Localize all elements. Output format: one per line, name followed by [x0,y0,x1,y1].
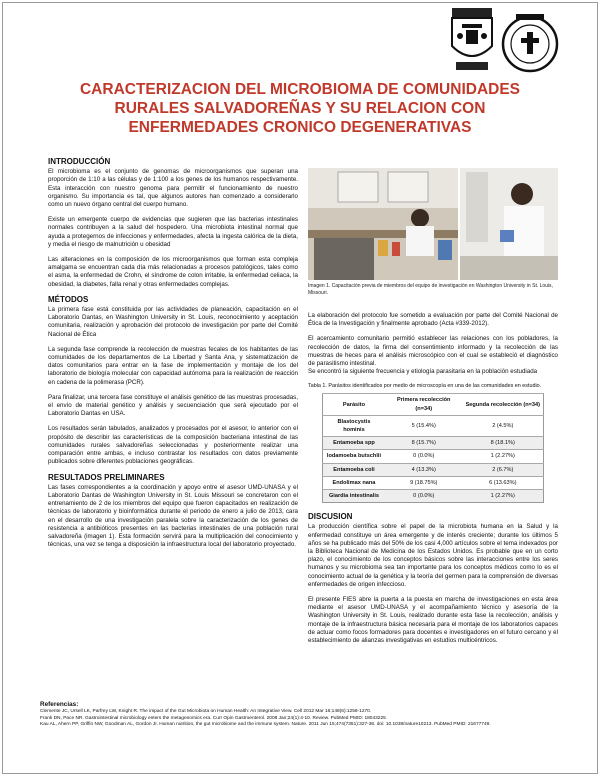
table-cell-parasite: Giardia intestinalis [323,490,385,503]
table-cell: 1 (2.27%) [463,450,544,463]
university-seal-icon [446,6,498,72]
poster-title: CARACTERIZACION DEL MICROBIOMA DE COMUNIDADES RURALES SALVADOREÑAS Y SU RELACION CON ENFERMEDADES CRONICO DEGENERATIVAS [79,81,521,136]
metodos-paragraph-1: La primera fase está constituida por las actividades de planeación, capacitación en el Laboratorio Dantas, en Washington University in St. Louis, reconocimiento y aceptación comunitaria, realización y aprobación del protocolo de investigación por parte del Comité Nacional de Ética [48,306,298,338]
reference-item: Clemente JC, Ursell LK, Parfrey LW, Knight R. The impact of the Gut Microbiota on Human Health: An Integrative View. Cell 2012 Mar 16;148(6):1258-1270. [40,709,372,715]
table-row [323,437,544,450]
table-header-cell: Parásito [323,394,385,415]
resultados-paragraph-1: Las fases correspondientes a la coordinación y apoyo entre el asesor UMD-UNASA y el Laboratorio Dantas de Washington University in St. Louis Missouri se concretaron con el entrenamiento de 2 de los miembros del equipo que fueron capacitados en realización de técnicas de laboratorio y bioinformática durante el periodo de enero a julio de 2013, cara en el desarrollo de una investigación paralela sobre la caracterización de los genes de resistencia a antibióticos presentes en las bacterias intestinales de una población rural salvadoreña (imagen 1). Esta formación servirá para la multiplicación del conocimiento y técnicas, una vez se tenga a disposición la infraestructura local del laboratorio proyectado. [48,483,298,549]
references-heading: Referencias: [40,701,79,708]
resultados-paragraph-3: El acercamiento comunitario permitió establecer las relaciones con los pobladores, la recolección de datos, la firma del consentimiento informado y la recolección de las muestras de heces para el análisis microscópico con el cual se estableció el diagnóstico de parasitismo intestinal. [308,335,558,368]
section-resultados [48,474,298,550]
table-cell: 8 (15.7%) [385,437,463,450]
table-cell: 0 (0.0%) [385,450,463,463]
table-cell: 6 (13.63%) [463,476,544,489]
heading-introduccion: INTRODUCCIÓN [48,157,111,166]
table-cell: 4 (13.3%) [385,463,463,476]
heading-discusion: DISCUSION [308,512,353,522]
table-cell: 5 (15.4%) [385,415,463,436]
discusion-paragraph-2: El presente FIES abre la puerta a la puesta en marcha de investigaciones en esta área mediante el asesor UMD-UNASA y el acompañamiento técnico y asesoría de la Washington University in St. Louis, realizado durante esta fase la recolección, análisis y montaje de la infraestructura básica necesaria para el montaje de los laboratorios capaces de actuar como focos formadores para docentes e investigadores en el futuro cercano y el establecimiento de alianzas investigativas en estudios multicéntricos. [308,596,558,645]
figure-photos [308,168,558,280]
resultados-paragraph-2: La elaboración del protocolo fue sometido a evaluación por parte del Comité Nacional de Ética de la Investigación y finalmente aprobado (Acta #339-2012). [308,312,558,328]
table-row [323,476,544,489]
reference-item: Frank DN, Pace NR. Gastrointestinal microbiology enters the metagenomics era. Curr Opin Gastroenterol. 2008 Jan;24(1):4-10. Review. PubMed PMID: 18043225 [40,715,386,721]
table-row [323,415,544,436]
section-introduccion [48,158,298,289]
table-cell-parasite: Entamoeba coli [323,463,385,476]
intro-paragraph-3: Las alteraciones en la composición de los microorganismos que forman esta compleja amalgama se encuentran cada día más relacionadas a procesos patológicos, tales como el asma, la enfermedad de Crohn, el síndrome de colon irritable, la enfermedad celiaca, la obesidad, la diabetes, falla renal y otras enfermedades complejas. [48,256,298,288]
reference-item: Kau AL, Ahern PP, Griffin NW, Goodman AL, Gordon JI. Human nutrition, the gut microbiome and the immune system. Nature. 2011 Jun 15;474(7351):327-36. doi: 10.1038/nature10213. PubMed PMID: 21677749. [40,722,491,728]
references [40,702,560,729]
lab-photo-2 [460,168,558,280]
intro-paragraph-1: El microbioma es el conjunto de genomas de microorganismos que superan una proporción de 1:10 a las células y de 1:100 a los genes de los humanos respectivamente. Esta interacción con nuestro genoma para permitir el funcionamiento de nuestro organismo. Su importancia es tal, que algunos autores han comenzado a considerarlo como un nuevo órgano central del cuerpo humano. [48,168,298,209]
table-cell-parasite: Entamoeba spp [323,437,385,450]
table-caption: Tabla 1. Parásitos identificados por medio de microscopía en una de las comunidades en estudio. [308,383,542,390]
table-header-cell: Primera recolección (n=34) [385,394,463,415]
metodos-paragraph-4: Los resultados serán tabulados, analizados y procesados por el asesor, lo anterior con el propósito de describir las características de la composición bacteriana intestinal de las comunidades rurales salvadoreñas seleccionadas y posteriormente realizar una comparación entre ambas, e incluso contrastar los resultados con datos previamente publicados sobre diferentes poblaciones geográficas. [48,425,298,466]
left-column [48,158,298,556]
figure-caption: Imagen 1. Capacitación previa de miembros del equipo de investigación en Washington University in St. Louis, Missouri. [308,283,553,296]
metodos-paragraph-2: La segunda fase comprende la recolección de muestras fecales de los habitantes de las comunidades de los departamentos de La Libertad y Santa Ana, y sistematización de datos comunitarios para entrar en la fase de implementación y montaje de los del laboratorio de biología molecular con capacidad autónoma para la realización de reacción en cadena de la polimerasa (PCR). [48,345,298,386]
table-cell: 0 (0.0%) [385,490,463,503]
table-header-cell: Segunda recolección (n=34) [463,394,544,415]
resultados-paragraph-4: Se encontró la siguiente frecuencia y etiología parasitaria en la población estudiada [308,368,538,376]
discusion-paragraph-1: La producción científica sobre el papel de la microbiota humana en la Salud y la enfermedad constituye un área emergente y de interés creciente; durante los últimos 5 años se ha publicado más del 50% de los casi 4,000 artículos sobre el tema indexados por la Biblioteca Nacional de Medicina de los Estados Unidos. Es probable que en un corto plazo, el conocimiento de los conceptos básicos sobre las interacciones entre los seres humanos y su microbioma sea tan importante para los conceptos médicos como lo es el conocimiento actual de la genética y la teoría del germen para la comprensión de diversas enfermedades de origen infeccioso. [308,523,558,588]
table-cell: 1 (2.27%) [463,490,544,503]
table-cell: 9 (18.75%) [385,476,463,489]
institution-seal-icon [500,12,560,74]
table-row [323,463,544,476]
table-cell: 8 (18.1%) [463,437,544,450]
heading-resultados: RESULTADOS PRELIMINARES [48,472,165,482]
intro-paragraph-2: Existe un emergente cuerpo de evidencias que sugieren que las bacterias intestinales normales contribuyen a la salud del hospedero. Una microbiota intestinal normal que ayuda a protegernos de infecciones y enfermedades, afecta la ingesta calórica de la dieta, y media el riesgo de malnutrición u obesidad [48,216,298,248]
table-header-row [323,394,544,415]
table-cell-parasite: Endolimax nana [323,476,385,489]
heading-metodos: MÉTODOS [48,294,89,304]
table-cell: 2 (4.5%) [463,415,544,436]
section-discusion [308,513,558,645]
table-cell-parasite: Iodamoeba butschlii [323,450,385,463]
table-row [323,450,544,463]
metodos-paragraph-3: Para finalizar, una tercera fase constituye el análisis genético de las muestras procesadas, el envío de material genético y análisis y secuenciación que será ejecutado por el Laboratorio Dantas en USA. [48,393,298,418]
right-column [308,312,558,652]
table-cell: 2 (6.7%) [463,463,544,476]
table-cell-parasite: Blastocystis hominis [323,415,385,436]
table-row [323,490,544,503]
lab-photo-1 [308,168,458,280]
section-metodos [48,296,298,467]
parasite-table [322,393,544,503]
